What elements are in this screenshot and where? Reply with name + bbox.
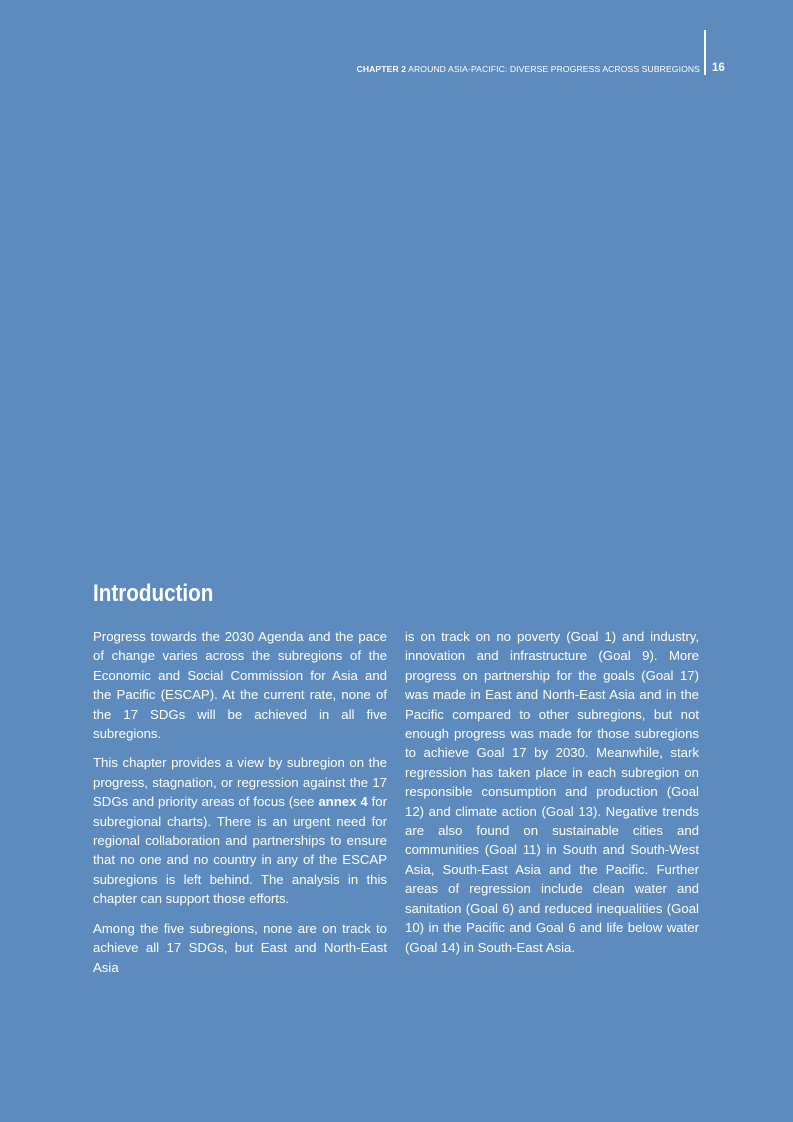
chapter-label: CHAPTER 2 <box>356 64 407 74</box>
paragraph-subregions-start: Among the five subregions, none are on track to achieve all 17 SDGs, but East and North-East Asia <box>93 920 387 975</box>
body-column-left <box>93 627 387 987</box>
paragraph-subregions-continued: is on track on no poverty (Goal 1) and industry, innovation and infrastructure (Goal 9). More progress on partnership for the goals (Goal 17) was made in East and North-East Asia and in the Pacific compared to other subregions, but not enough progress was made for those subregions to achieve Goal 17 by 2030. Meanwhile, stark regression has taken place in each subregion on responsible consumption and production (Goal 12) and climate action (Goal 13). Negative trends are also found on sustainable cities and communities (Goal 11) in South and South-West Asia, South-East Asia and the Pacific. Further areas of regression include clean water and sanitation (Goal 6) and reduced inequalities (Goal 10) in the Pacific and Goal 6 and life below water (Goal 14) in South-East Asia. <box>405 629 699 955</box>
page-number: 16 <box>712 62 725 74</box>
paragraph-chapter-overview <box>93 753 387 908</box>
body-column-right <box>405 627 699 957</box>
paragraph-text: This chapter provides a view by subregion on the progress, stagnation, or regression against the 17 SDGs and priority areas of focus (see <box>93 755 387 810</box>
paragraph-intro: Progress towards the 2030 Agenda and the pace of change varies across the subregions of the Economic and Social Commission for Asia and the Pacific (ESCAP). At the current rate, none of the 17 SDGs will be achieved in all five subregions. <box>93 629 387 742</box>
running-header <box>357 63 700 75</box>
section-title: Introduction <box>93 580 214 607</box>
paragraph-text: for subregional charts). There is an urgent need for regional collaboration and partnerships to ensure that no one and no country in any of the ESCAP subregions is left behind. The analysis in this chapter can support those efforts. <box>93 794 387 907</box>
annex-reference: annex 4 <box>318 794 368 810</box>
chapter-title: AROUND ASIA-PACIFIC: DIVERSE PROGRESS ACROSS SUBREGIONS <box>408 64 700 74</box>
header-divider <box>704 30 706 75</box>
